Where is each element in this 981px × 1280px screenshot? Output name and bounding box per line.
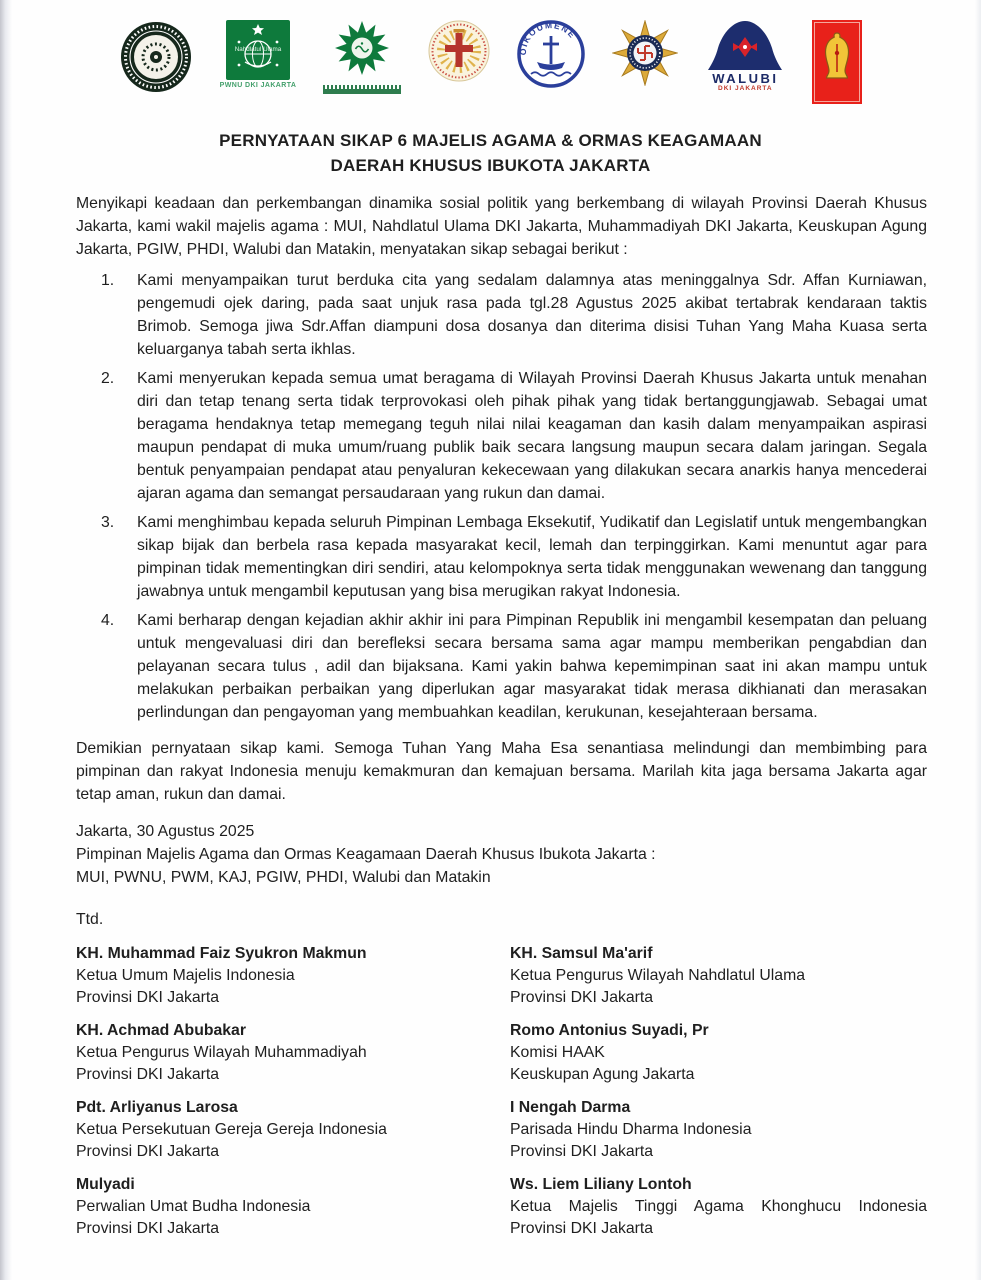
signature-block-walubi xyxy=(76,1174,510,1240)
kaj-logo xyxy=(428,20,490,82)
signer-title: Parisada Hindu Dharma Indonesia xyxy=(510,1121,752,1138)
pwnu-logo xyxy=(220,20,297,89)
signer-name: Pdt. Arliyanus Larosa xyxy=(76,1099,238,1116)
signer-title: Perwalian Umat Budha Indonesia xyxy=(76,1198,311,1215)
closing-paragraph: Demikian pernyataan sikap kami. Semoga Tuhan Yang Maha Esa senantiasa melindungi dan membimbing para pimpinan dan rakyat Indonesia menuju kemakmuran dan kemajuan bersama. Marilah kita jaga bersama Jakarta agar tetap aman, rukun dan damai. xyxy=(76,740,927,803)
signature-block-kaj xyxy=(510,1020,927,1086)
signature-block-nu xyxy=(510,943,927,1009)
signer-name: Romo Antonius Suyadi, Pr xyxy=(510,1022,709,1039)
matakin-genta-icon xyxy=(812,20,862,104)
organization-logo-row xyxy=(0,0,981,120)
signature-block-pgi xyxy=(76,1097,510,1163)
signature-block-matakin xyxy=(510,1174,927,1240)
scan-shadow-right xyxy=(975,0,981,1280)
statement-item-4 xyxy=(76,609,927,724)
signer-region: Provinsi DKI Jakarta xyxy=(510,1220,654,1237)
phdi-star-icon xyxy=(612,20,678,86)
mui-logo xyxy=(119,20,193,94)
pwnu-caption: PWNU DKI JAKARTA xyxy=(219,82,297,89)
signer-name: KH. Achmad Abubakar xyxy=(76,1022,246,1039)
signer-title: Ketua Pengurus Wilayah Nahdlatul Ulama xyxy=(510,967,806,984)
signer-title: Ketua Umum Majelis Indonesia xyxy=(76,967,295,984)
item-number: 1. xyxy=(101,272,115,289)
signer-name: KH. Muhammad Faiz Syukron Makmun xyxy=(76,945,367,962)
signature-block-muhammadiyah xyxy=(76,1020,510,1086)
item-number: 4. xyxy=(101,612,115,629)
date-block xyxy=(76,820,927,889)
signature-grid xyxy=(76,943,927,1240)
walubi-caption: WALUBI xyxy=(712,71,779,86)
signer-region: Provinsi DKI Jakarta xyxy=(510,989,654,1006)
muhammadiyah-logo xyxy=(323,20,401,94)
title-line-1: PERNYATAAN SIKAP 6 MAJELIS AGAMA & ORMAS KEAGAMAAN xyxy=(219,131,762,150)
item-number: 3. xyxy=(101,514,115,531)
signer-title: Ketua Pengurus Wilayah Muhammadiyah xyxy=(76,1044,367,1061)
statement-item-1 xyxy=(76,269,927,361)
svg-text:Nahdlatul Ulama: Nahdlatul Ulama xyxy=(234,46,282,53)
signer-region: Keuskupan Agung Jakarta xyxy=(510,1066,695,1083)
item-text: Kami menyerukan kepada semua umat beragama di Wilayah Provinsi Daerah Khusus Jakarta untuk menahan diri dan tetap tenang serta tidak terprovokasi oleh pihak pihak yang tidak bertanggungjawab. Sebagai umat beragama hendaknya tetap memegang teguh nilai nilai keagaman dan kasih dalam menyampaikan aspirasi maupun pendapat di muka umum/ruang publik baik secara langsung maupun secara dalam jaringan. Segala bentuk penyampaian pendapat atau penyaluran kekecewaan yang dilakukan secara anarkis hanya mencederai ajaran agama dan semangat persaudaraan yang rukun dan damai. xyxy=(137,370,927,502)
title-line-2: DAERAH KHUSUS IBUKOTA JAKARTA xyxy=(330,156,651,175)
scan-shadow-left xyxy=(0,0,12,1280)
oikoumene-boat-icon xyxy=(517,20,585,88)
signer-name: I Nengah Darma xyxy=(510,1099,631,1116)
signature-block-mui xyxy=(76,943,510,1009)
signer-name: Ws. Liem Liliany Lontoh xyxy=(510,1176,692,1193)
pgi-oikoumene-logo xyxy=(517,20,585,88)
signature-block-phdi xyxy=(510,1097,927,1163)
nahdlatul-ulama-icon xyxy=(226,20,290,80)
signer-region: Provinsi DKI Jakarta xyxy=(76,1143,220,1160)
date-line: Jakarta, 30 Agustus 2025 xyxy=(76,823,255,840)
signer-title: Ketua Persekutuan Gereja Gereja Indonesia xyxy=(76,1121,387,1138)
signer-region: Provinsi DKI Jakarta xyxy=(76,1066,220,1083)
intro-paragraph: Menyikapi keadaan dan perkembangan dinamika sosial politik yang berkembang di wilayah Provinsi Daerah Khusus Jakarta, kami wakil majelis agama : MUI, Nahdlatul Ulama DKI Jakarta, Muhammadiyah DKI Jakarta, Keuskupan Agung Jakarta, PGIW, PHDI, Walubi dan Matakin, menyatakan sikap sebagai berikut : xyxy=(76,195,927,258)
item-text: Kami berharap dengan kejadian akhir akhir ini para Pimpinan Republik ini mengambil kesempatan dan peluang untuk mengevaluasi diri dan berefleksi secara bersama sama agar mampu memberikan pengabdian dan pelayanan secara tulus , adil dan bijaksana. Kami yakin bahwa kepemimpinan saat ini akan mampu untuk melakukan perbaikan perbaikan yang diperlukan agar masyarakat tidak merasa dikhianati dan merasakan perlindungan dan pengayoman yang membuahkan keadilan, kerukunan, kesejahteraan bersama. xyxy=(137,612,927,721)
document-title xyxy=(0,128,981,178)
muhammadiyah-sun-icon xyxy=(330,20,394,78)
walubi-subcaption: DKI JAKARTA xyxy=(718,85,773,92)
signer-name: KH. Samsul Ma'arif xyxy=(510,945,653,962)
walubi-stupa-icon xyxy=(705,20,785,71)
signer-title: Komisi HAAK xyxy=(510,1044,605,1061)
mui-seal-icon xyxy=(119,20,193,94)
item-text: Kami menyampaikan turut berduka cita yang sedalam dalamnya atas meninggalnya Sdr. Affan Kurniawan, pengemudi ojek daring, pada saat unjuk rasa pada tgl.28 Agustus 2025 akibat tertabrak kendaraan taktis Brimob. Semoga jiwa Sdr.Affan diampuni dosa dosanya dan diterima disisi Tuhan Yang Maha Kuasa serta keluarganya tabah serta ikhlas. xyxy=(137,272,927,358)
kaj-cross-icon xyxy=(428,20,490,82)
statement-item-3 xyxy=(76,511,927,603)
signer-region: Provinsi DKI Jakarta xyxy=(76,1220,220,1237)
matakin-logo xyxy=(812,20,862,104)
statement-list xyxy=(76,269,927,724)
org-line-2: MUI, PWNU, PWM, KAJ, PGIW, PHDI, Walubi dan Matakin xyxy=(76,869,491,886)
org-line-1: Pimpinan Majelis Agama dan Ormas Keagamaan Daerah Khusus Ibukota Jakarta : xyxy=(76,846,656,863)
phdi-logo xyxy=(612,20,678,86)
svg-text:OIKOUMENE: OIKOUMENE xyxy=(518,20,579,56)
signer-region: Provinsi DKI Jakarta xyxy=(510,1143,654,1160)
letter-body xyxy=(0,192,981,1240)
item-number: 2. xyxy=(101,370,115,387)
signer-name: Mulyadi xyxy=(76,1176,135,1193)
item-text: Kami menghimbau kepada seluruh Pimpinan Lembaga Eksekutif, Yudikatif dan Legislatif untuk mengembangkan sikap bijak dan berbela rasa kepada masyarakat kecil, lemah dan terpinggirkan. Kami menuntut agar para pimpinan tidak mementingkan diri sendiri, atau kelompoknya serta tidak menggunakan wewenang dan tanggung jawabnya untuk mengambil keputusan yang bisa merugikan rakyat Indonesia. xyxy=(137,514,927,600)
muhammadiyah-banner-strip xyxy=(323,85,401,94)
statement-item-2 xyxy=(76,367,927,505)
signed-label: Ttd. xyxy=(76,911,104,928)
walubi-logo xyxy=(705,20,785,93)
signer-region: Provinsi DKI Jakarta xyxy=(76,989,220,1006)
signer-title: Ketua Majelis Tinggi Agama Khonghucu Indonesia xyxy=(510,1198,927,1215)
